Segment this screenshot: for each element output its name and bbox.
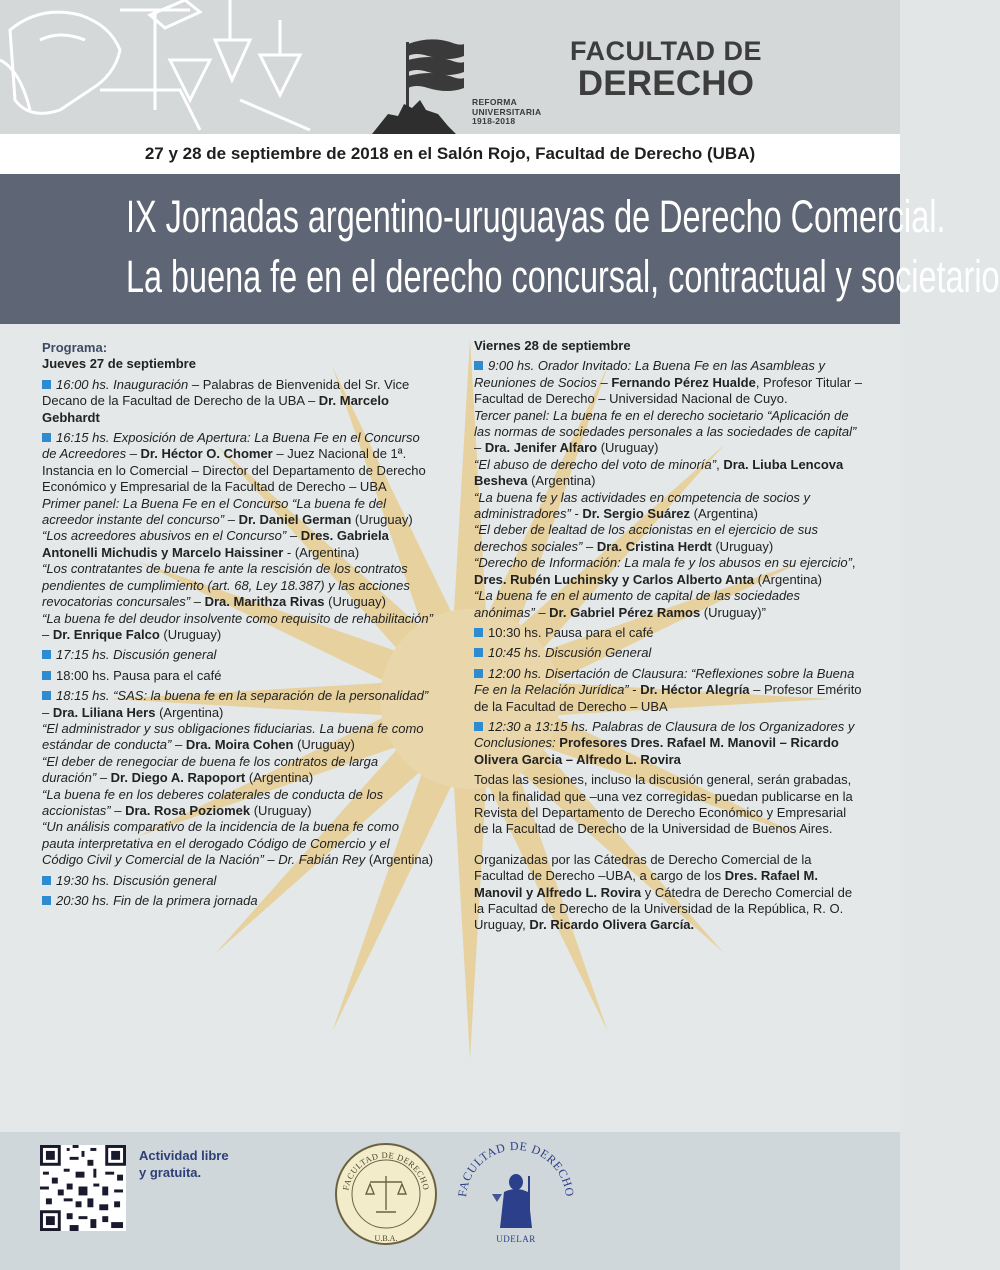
bullet-square-icon — [474, 628, 483, 637]
panel-talk: “El abuso de derecho del voto de minoría”, Dra. Liuba Lencova Besheva (Argentina) — [474, 456, 844, 489]
bullet-square-icon — [42, 671, 51, 680]
faculty-title: FACULTAD DE DERECHO — [570, 36, 762, 103]
agenda-item: 17:15 hs. Discusión general — [42, 647, 434, 663]
agenda-item: 10:45 hs. Discusión General — [474, 645, 864, 661]
recording-note: Todas las sesiones, incluso la discusión general, serán grabadas, con la finalidad que –una vez corregidas- puedan publicarse en la Revista del Departamento de Derecho Económico y Empresarial de la Facultad de Derecho de la Universidad de Buenos Aires. — [474, 772, 853, 837]
panel-talk: “La buena fe en el aumento de capital de las sociedades anónimas” – Dr. Gabriel Pérez Ramos (Uruguay)” — [474, 588, 800, 620]
panel-talk: “Un análisis comparativo de la incidencia de la buena fe como pauta interpretativa en el derogado Código de Comercio y el Código Civil y Comercial de la Nación” – Dr. Fabián Rey (Argentina) — [42, 819, 434, 868]
bullet-square-icon — [474, 722, 483, 731]
footer-band — [0, 1132, 900, 1270]
agenda-item: 10:30 hs. Pausa para el café — [474, 625, 864, 641]
panel-talk: “Derecho de Información: La mala fe y los abusos en su ejercicio”, Dres. Rubén Luchinsky y Carlos Alberto Anta (Argentina) — [474, 555, 856, 587]
bullet-square-icon — [42, 650, 51, 659]
panel-talk: “Los acreedores abusivos en el Concurso” – Dres. Gabriela Antonelli Michudis y Marcelo Haissiner - (Argentina) — [42, 528, 389, 560]
organizers-note: Organizadas por las Cátedras de Derecho Comercial de la Facultad de Derecho –UBA, a cargo de los Dres. Rafael M. Manovil y Alfredo L. Rovira y Cátedra de Derecho Comercial de la Facultad de Derecho de la Universidad de la República, R. O. Uruguay, Dr. Ricardo Olivera García. — [474, 851, 853, 933]
svg-text:U.B.A.: U.B.A. — [374, 1234, 398, 1243]
panel-talk: “La buena fe del deudor insolvente como requisito de rehabilitación” – Dr. Enrique Falco (Uruguay) — [42, 610, 433, 642]
panel-talk: Tercer panel: La buena fe en el derecho societario “Aplicación de las normas de sociedades personales a las sociedades de capital” – Dra. Jenifer Alfaro (Uruguay) — [474, 407, 857, 456]
agenda-item: 20:30 hs. Fin de la primera jornada — [42, 893, 434, 909]
reforma-flag-logo — [368, 36, 464, 134]
program-heading: Programa: — [42, 340, 108, 355]
program-body — [0, 324, 900, 1270]
panel-talk: “La buena fe y las actividades en competencia de socios y administradores” - Dr. Sergio Suárez (Argentina) — [474, 489, 811, 522]
qr-code[interactable] — [40, 1145, 126, 1231]
header — [0, 0, 900, 134]
bullet-square-icon — [474, 361, 483, 370]
bullet-square-icon — [474, 669, 483, 678]
event-title-line2: La buena fe en el derecho concursal, contractual y societario — [126, 251, 1000, 302]
bullet-square-icon — [474, 648, 483, 657]
thursday-heading: Jueves 27 de septiembre — [42, 356, 196, 372]
bullet-square-icon — [42, 691, 51, 700]
reforma-caption: REFORMA UNIVERSITARIA 1918-2018 — [472, 97, 542, 126]
event-date-line: 27 y 28 de septiembre de 2018 en el Salón Rojo, Facultad de Derecho (UBA) — [0, 134, 900, 174]
bullet-square-icon — [42, 896, 51, 905]
agenda-item: 19:30 hs. Discusión general — [42, 873, 434, 889]
bullet-square-icon — [42, 433, 51, 442]
agenda-item: 16:15 hs. Exposición de Apertura: La Buena Fe en el Concurso de Acreedores – Dr. Héctor O. Chomer – Juez Nacional de 1ª. Instancia en lo Comercial – Director del Departamento de Derecho Económico y Empresarial de la Facultad de Derecho – UBA — [42, 430, 426, 495]
friday-heading: Viernes 28 de septiembre — [474, 338, 631, 353]
agenda-item: 9:00 hs. Orador Invitado: La Buena Fe en las Asambleas y Reuniones de Socios – Fernando Pérez Hualde, Profesor Titular – Facultad de Derecho – Universidad Nacional de Cuyo. — [474, 358, 863, 407]
uba-law-seal — [332, 1138, 440, 1248]
panel-talk: “El deber de renegociar de buena fe los contratos de larga duración” – Dr. Diego A. Rapoport (Argentina) — [42, 753, 379, 786]
agenda-item: 16:00 hs. Inauguración – Palabras de Bienvenida del Sr. Vice Decano de la Facultad de Derecho de la UBA – Dr. Marcelo Gebhardt — [42, 376, 410, 425]
panel-talk: “El administrador y sus obligaciones fiduciarias. La buena fe como estándar de conducta” – Dra. Moira Cohen (Uruguay) — [42, 720, 424, 753]
agenda-item: 18:00 hs. Pausa para el café — [42, 668, 434, 684]
agenda-item: 12:00 hs. Disertación de Clausura: “Reflexiones sobre la Buena Fe en la Relación Jurídica” - Dr. Héctor Alegría – Profesor Emérito de la Facultad de Derecho – UBA — [474, 665, 862, 714]
panel-talk: “La buena fe en los deberes colaterales de conducta de los accionistas” – Dra. Rosa Poziomek (Uruguay) — [42, 786, 384, 818]
friday-column — [474, 338, 864, 934]
title-banner — [0, 174, 1000, 324]
svg-text:FACULTAD DE DERECHO: FACULTAD DE DERECHO — [455, 1138, 578, 1198]
event-title-line1: IX Jornadas argentino-uruguayas de Derecho Comercial. — [126, 191, 946, 242]
panel-talk: Primer panel: La Buena Fe en el Concurso “La buena fe del acreedor instante del concurso” – Dr. Daniel German (Uruguay) — [42, 495, 413, 528]
panel-talk: “Los contratantes de buena fe ante la rescisión de los contratos pendientes de cumplimiento (art. 68, Ley 18.387) y las acciones revocatorias concursales” – Dra. Marithza Rivas (Uruguay) — [42, 561, 410, 610]
agenda-item: 18:15 hs. “SAS: la buena fe en la separación de la personalidad” – Dra. Liliana Hers (Argentina) — [42, 688, 429, 720]
bullet-square-icon — [42, 380, 51, 389]
udelar-law-seal — [452, 1136, 580, 1246]
thursday-column — [42, 340, 434, 909]
lady-justice-illustration — [0, 0, 320, 134]
bullet-square-icon — [42, 876, 51, 885]
free-activity-note: Actividad libre y gratuita. — [139, 1148, 229, 1180]
svg-text:FACULTAD DE DERECHO: FACULTAD DE DERECHO — [340, 1149, 432, 1192]
panel-talk: “El deber de lealtad de los accionistas en el ejercicio de sus derechos sociales” – Dra. Cristina Herdt (Uruguay) — [474, 522, 818, 554]
agenda-item: 12:30 a 13:15 hs. Palabras de Clausura de los Organizadores y Conclusiones: Profesores Dres. Rafael M. Manovil – Ricardo Olivera Garcia – Alfredo L. Rovira — [474, 718, 855, 767]
svg-text:UDELAR: UDELAR — [496, 1234, 536, 1244]
